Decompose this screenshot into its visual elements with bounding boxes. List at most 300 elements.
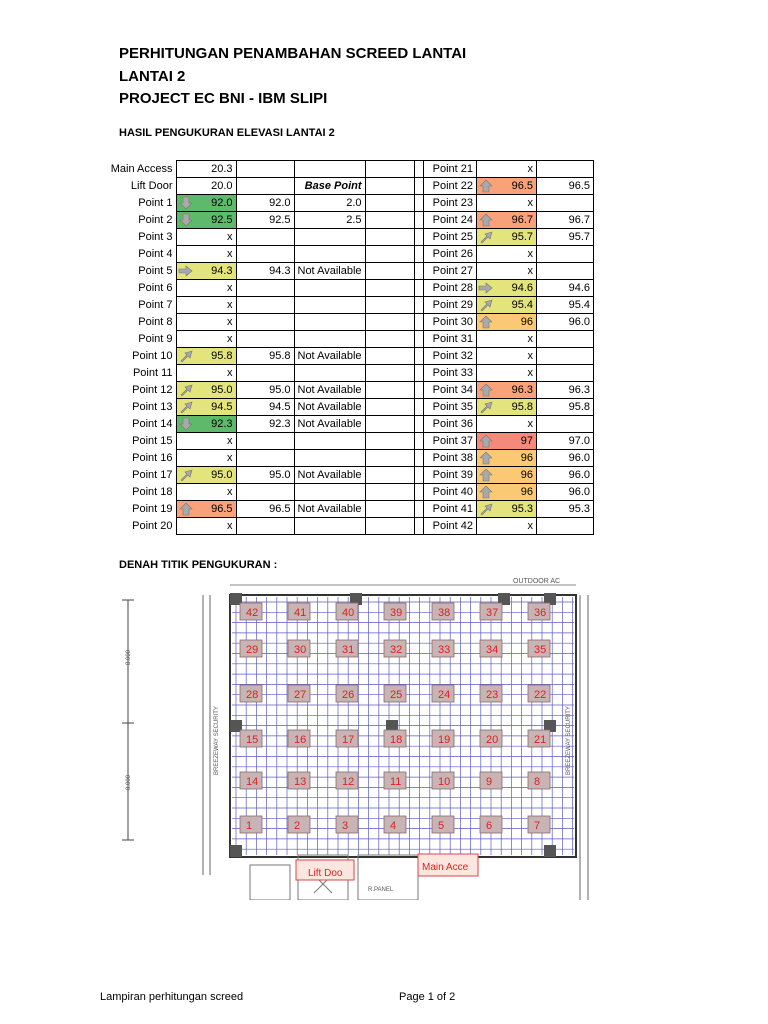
measurement-point: [288, 816, 310, 833]
point-number: 20: [486, 734, 499, 746]
measurement-point: [432, 772, 454, 789]
point-number: 26: [342, 689, 355, 701]
point-number: 37: [486, 607, 499, 619]
rounded-value: [236, 280, 294, 297]
rounded-value: [236, 229, 294, 246]
measurement-heading: HASIL PENGUKURAN ELEVASI LANTAI 2: [119, 127, 335, 139]
point-label: Point 26: [415, 246, 477, 263]
panel-label: R.PANEL: [368, 887, 394, 893]
measurement-point: [240, 772, 262, 789]
table-row: [415, 314, 594, 331]
arrow-upright-icon: [178, 468, 194, 482]
table-row: [100, 263, 423, 280]
difference-value: 2.5: [294, 212, 365, 229]
point-number: 38: [438, 607, 451, 619]
value-text: x: [527, 367, 533, 379]
measurement-point: [528, 772, 550, 789]
value-text: x: [227, 333, 233, 345]
point-number: 15: [246, 734, 259, 746]
table-row: [100, 246, 423, 263]
measured-value: [176, 518, 236, 535]
value-text: 95.4: [511, 299, 533, 311]
point-label: Point 19: [132, 503, 173, 515]
rounded-value: [537, 518, 594, 535]
value-text: 96.7: [511, 214, 533, 226]
table-row: [100, 297, 423, 314]
rounded-value: [236, 178, 294, 195]
table-row: [100, 450, 423, 467]
value-text: 95.7: [511, 231, 533, 243]
difference-value: Not Available: [294, 416, 365, 433]
table-row: [100, 280, 423, 297]
point-label: Point 20: [132, 520, 173, 532]
difference-value: Base Point: [294, 178, 365, 195]
measured-value: [477, 348, 537, 365]
value-text: x: [527, 333, 533, 345]
point-label: Point 24: [415, 212, 477, 229]
arrow-upright-icon: [478, 502, 494, 516]
value-text: x: [227, 248, 233, 260]
point-number: 19: [438, 734, 451, 746]
value-text: x: [227, 231, 233, 243]
measured-value: [176, 331, 236, 348]
arrow-up-icon: [478, 434, 494, 448]
measurement-point: [336, 640, 358, 657]
point-label: Point 25: [415, 229, 477, 246]
table-row: [415, 399, 594, 416]
value-text: 92.0: [211, 197, 233, 209]
rounded-value: [537, 246, 594, 263]
point-number: 25: [390, 689, 403, 701]
table-row: [415, 416, 594, 433]
value-text: x: [227, 299, 233, 311]
value-text: 92.5: [211, 214, 233, 226]
arrow-upright-icon: [178, 400, 194, 414]
table-row: [415, 212, 594, 229]
dimension-line: [122, 600, 134, 840]
difference-value: [294, 484, 365, 501]
rounded-value: 96.0: [537, 450, 594, 467]
measurement-point: [528, 640, 550, 657]
measured-value: [477, 518, 537, 535]
measured-value: [176, 450, 236, 467]
value-text: x: [227, 367, 233, 379]
point-label: Point 7: [138, 299, 173, 311]
rounded-value: [537, 331, 594, 348]
measurement-point: [336, 816, 358, 833]
difference-value: [294, 161, 365, 178]
rounded-value: 95.0: [236, 467, 294, 484]
arrow-up-icon: [478, 468, 494, 482]
measured-value: [176, 433, 236, 450]
value-text: x: [527, 265, 533, 277]
table-row: [100, 382, 423, 399]
rounded-value: 95.7: [537, 229, 594, 246]
table-row: [100, 212, 423, 229]
value-text: 95.0: [211, 384, 233, 396]
point-number: 32: [390, 644, 403, 656]
measurement-point: [336, 772, 358, 789]
point-number: 7: [534, 820, 541, 832]
rounded-value: [537, 365, 594, 382]
value-text: x: [227, 282, 233, 294]
table-row: [100, 195, 423, 212]
point-label: Point 3: [138, 231, 173, 243]
measured-value: [477, 280, 537, 297]
point-label: Point 33: [415, 365, 477, 382]
measured-value: [477, 161, 537, 178]
lift-door-label: Lift Doo: [308, 868, 343, 879]
point-label: Point 41: [415, 501, 477, 518]
rounded-value: 92.5: [236, 212, 294, 229]
measurement-point: [480, 816, 502, 833]
table-row: [415, 450, 594, 467]
measurement-point: [384, 772, 406, 789]
point-number: 35: [534, 644, 547, 656]
value-text: 97: [520, 435, 533, 447]
difference-value: [294, 450, 365, 467]
point-label: Point 2: [138, 214, 173, 226]
measured-value: [477, 297, 537, 314]
rounded-value: 96.3: [537, 382, 594, 399]
rounded-value: 96.5: [537, 178, 594, 195]
table-row: [100, 467, 423, 484]
point-label: Point 13: [132, 401, 173, 413]
point-number: 27: [294, 689, 307, 701]
value-text: x: [227, 316, 233, 328]
value-text: 95.8: [511, 401, 533, 413]
measured-value: [477, 212, 537, 229]
point-label: Point 22: [415, 178, 477, 195]
rounded-value: [236, 331, 294, 348]
measured-value: [176, 399, 236, 416]
table-row: [415, 348, 594, 365]
measured-value: [477, 433, 537, 450]
difference-value: [294, 229, 365, 246]
difference-value: Not Available: [294, 382, 365, 399]
value-text: 95.8: [211, 350, 233, 362]
table-row: [100, 518, 423, 535]
table-row: [100, 348, 423, 365]
point-label: Point 4: [138, 248, 173, 260]
point-number: 10: [438, 776, 451, 788]
point-label: Point 29: [415, 297, 477, 314]
table-row: [100, 161, 423, 178]
point-label: Point 34: [415, 382, 477, 399]
value-text: x: [527, 163, 533, 175]
table-row: [415, 263, 594, 280]
point-label: Point 6: [138, 282, 173, 294]
measurement-point: [384, 816, 406, 833]
value-text: 96.5: [211, 503, 233, 515]
table-row: [100, 433, 423, 450]
rounded-value: [236, 365, 294, 382]
point-number: 33: [438, 644, 451, 656]
difference-value: Not Available: [294, 467, 365, 484]
value-text: 20.0: [211, 180, 233, 192]
measured-value: [176, 416, 236, 433]
point-number: 9: [486, 776, 493, 788]
point-label: Point 31: [415, 331, 477, 348]
arrow-upright-icon: [178, 383, 194, 397]
arrow-up-icon: [478, 451, 494, 465]
plan-heading: DENAH TITIK PENGUKURAN :: [119, 559, 278, 571]
point-number: 21: [534, 734, 547, 746]
rounded-value: [537, 195, 594, 212]
rounded-value: [236, 484, 294, 501]
measurement-point: [384, 685, 406, 702]
measured-value: [176, 382, 236, 399]
value-text: 96: [520, 486, 533, 498]
table-row: [415, 365, 594, 382]
measurement-point: [288, 730, 310, 747]
difference-value: Not Available: [294, 348, 365, 365]
measurement-point: [432, 685, 454, 702]
rounded-value: 95.8: [537, 399, 594, 416]
measured-value: [477, 229, 537, 246]
lower-rooms: [250, 854, 478, 900]
rounded-value: [537, 263, 594, 280]
measured-value: [176, 467, 236, 484]
point-number: 16: [294, 734, 307, 746]
table-row: [100, 178, 423, 195]
point-label: Point 1: [138, 197, 173, 209]
value-text: x: [227, 452, 233, 464]
rounded-value: [236, 246, 294, 263]
measured-value: [477, 450, 537, 467]
point-label: Point 35: [415, 399, 477, 416]
point-label: Point 38: [415, 450, 477, 467]
point-number: 14: [246, 776, 259, 788]
table-row: [100, 314, 423, 331]
outdoor-label: OUTDOOR AC: [513, 578, 561, 585]
measured-value: [477, 365, 537, 382]
point-number: 17: [342, 734, 355, 746]
left-measurement-table: [100, 160, 424, 535]
measured-value: [176, 314, 236, 331]
rounded-value: 96.0: [537, 484, 594, 501]
point-number: 31: [342, 644, 355, 656]
rounded-value: 94.3: [236, 263, 294, 280]
point-number: 3: [342, 820, 349, 832]
difference-value: 2.0: [294, 195, 365, 212]
measurement-point: [528, 816, 550, 833]
measurement-point: [384, 603, 406, 620]
measured-value: [477, 195, 537, 212]
measured-value: [477, 331, 537, 348]
value-text: x: [227, 435, 233, 447]
arrow-up-icon: [478, 213, 494, 227]
table-row: [415, 280, 594, 297]
arrow-right-icon: [478, 281, 494, 295]
point-number: 22: [534, 689, 547, 701]
measured-value: [477, 263, 537, 280]
rounded-value: 97.0: [537, 433, 594, 450]
point-label: Point 14: [132, 418, 173, 430]
rounded-value: [236, 161, 294, 178]
value-text: x: [527, 197, 533, 209]
arrow-right-icon: [178, 264, 194, 278]
point-label: Point 36: [415, 416, 477, 433]
measurement-point: [240, 640, 262, 657]
measured-value: [176, 365, 236, 382]
rounded-value: 94.5: [236, 399, 294, 416]
measured-value: [477, 467, 537, 484]
point-label: Point 5: [138, 265, 173, 277]
value-text: 96: [520, 316, 533, 328]
point-number: 23: [486, 689, 499, 701]
value-text: 96.3: [511, 384, 533, 396]
point-number: 29: [246, 644, 259, 656]
measured-value: [176, 280, 236, 297]
point-number: 39: [390, 607, 403, 619]
difference-value: Not Available: [294, 501, 365, 518]
column: [544, 845, 556, 857]
rounded-value: 96.5: [236, 501, 294, 518]
table-row: [415, 195, 594, 212]
table-row: [415, 433, 594, 450]
arrow-up-icon: [478, 179, 494, 193]
arrow-upright-icon: [178, 349, 194, 363]
table-row: [100, 229, 423, 246]
measurement-points: [240, 603, 550, 833]
measured-value: [176, 195, 236, 212]
difference-value: [294, 314, 365, 331]
column: [230, 845, 242, 857]
rounded-value: 95.3: [537, 501, 594, 518]
point-number: 6: [486, 820, 493, 832]
measurement-point: [288, 772, 310, 789]
point-number: 4: [390, 820, 397, 832]
difference-value: Not Available: [294, 399, 365, 416]
measurement-point: [480, 730, 502, 747]
table-row: [415, 229, 594, 246]
footer-page: Page 1 of 2: [399, 991, 456, 1003]
right-measurement-table: [414, 160, 594, 535]
table-row: [100, 416, 423, 433]
measurement-point: [528, 730, 550, 747]
document-title: PERHITUNGAN PENAMBAHAN SCREED LANTAI: [119, 45, 467, 62]
rounded-value: [537, 416, 594, 433]
point-label: Point 27: [415, 263, 477, 280]
table-row: [415, 178, 594, 195]
measured-value: [176, 501, 236, 518]
difference-value: [294, 518, 365, 535]
measurement-point: [384, 730, 406, 747]
rounded-value: 94.6: [537, 280, 594, 297]
arrow-up-icon: [478, 485, 494, 499]
measured-value: [477, 178, 537, 195]
point-number: 41: [294, 607, 307, 619]
measured-value: [477, 484, 537, 501]
arrow-down-icon: [178, 417, 194, 431]
rounded-value: [236, 450, 294, 467]
table-row: [415, 161, 594, 178]
value-text: x: [527, 418, 533, 430]
table-row: [415, 297, 594, 314]
difference-value: [294, 365, 365, 382]
table-row: [100, 331, 423, 348]
value-text: x: [227, 520, 233, 532]
difference-value: Not Available: [294, 263, 365, 280]
point-label: Point 8: [138, 316, 173, 328]
point-label: Point 42: [415, 518, 477, 535]
table-row: [100, 501, 423, 518]
point-label: Point 11: [132, 367, 173, 379]
table-row: [415, 501, 594, 518]
point-label: Lift Door: [130, 180, 173, 192]
point-label: Point 23: [415, 195, 477, 212]
point-number: 34: [486, 644, 499, 656]
point-label: Point 10: [132, 350, 173, 362]
measurement-point: [432, 640, 454, 657]
floor-title: LANTAI 2: [119, 68, 186, 85]
value-text: 95.0: [211, 469, 233, 481]
rounded-value: [236, 518, 294, 535]
point-number: 8: [534, 776, 541, 788]
measured-value: [176, 212, 236, 229]
point-label: Main Access: [110, 163, 173, 175]
difference-value: [294, 297, 365, 314]
measurement-point: [480, 772, 502, 789]
arrow-up-icon: [478, 315, 494, 329]
rounded-value: [537, 348, 594, 365]
measurement-point: [240, 816, 262, 833]
measurement-point: [384, 640, 406, 657]
rounded-value: [537, 161, 594, 178]
value-text: 94.3: [211, 265, 233, 277]
security-label-left: BREEZEWAY SECURITY: [214, 706, 220, 775]
table-row: [100, 484, 423, 501]
measurement-point: [288, 685, 310, 702]
rounded-value: [236, 297, 294, 314]
table-row: [415, 484, 594, 501]
point-number: 13: [294, 776, 307, 788]
point-label: Point 32: [415, 348, 477, 365]
value-text: x: [527, 248, 533, 260]
point-number: 28: [246, 689, 259, 701]
arrow-down-icon: [178, 196, 194, 210]
point-number: 42: [246, 607, 259, 619]
point-label: Point 15: [132, 435, 173, 447]
rounded-value: 96.7: [537, 212, 594, 229]
measurement-point: [528, 685, 550, 702]
value-text: 96: [520, 452, 533, 464]
point-number: 40: [342, 607, 355, 619]
measured-value: [477, 382, 537, 399]
value-text: 96.5: [511, 180, 533, 192]
measurement-point: [336, 685, 358, 702]
difference-value: [294, 433, 365, 450]
point-number: 24: [438, 689, 451, 701]
point-label: Point 39: [415, 467, 477, 484]
measured-value: [176, 229, 236, 246]
measured-value: [176, 161, 236, 178]
value-text: 20.3: [211, 163, 233, 175]
measurement-point: [288, 640, 310, 657]
value-text: 96: [520, 469, 533, 481]
point-number: 11: [390, 776, 402, 788]
measurement-point: [432, 730, 454, 747]
value-text: 94.5: [211, 401, 233, 413]
difference-value: [294, 246, 365, 263]
measured-value: [477, 501, 537, 518]
arrow-upright-icon: [478, 400, 494, 414]
measured-value: [477, 416, 537, 433]
measurement-point: [432, 816, 454, 833]
measurement-point: [336, 603, 358, 620]
measurement-point: [480, 640, 502, 657]
